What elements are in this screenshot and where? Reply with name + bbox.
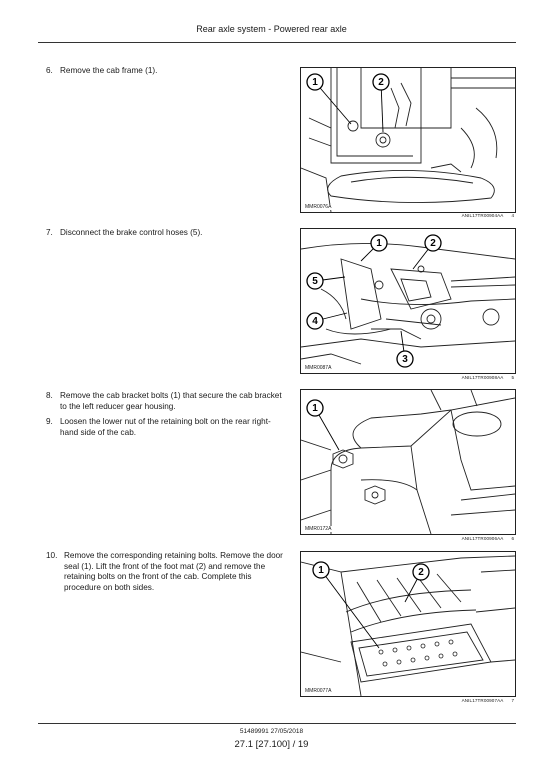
svg-text:2: 2 xyxy=(418,567,424,578)
step-text: Remove the corresponding retaining bolts. Remove the door seal (1). Lift the front of the foot mat (2) and remove the retaining bolts on the front of the cab. Complete this procedure on both sides. xyxy=(64,551,283,592)
figure-index: 6 xyxy=(511,536,514,541)
callout-2 xyxy=(373,74,389,132)
figure-code: MMR0172A xyxy=(305,526,332,532)
step-number: 10. xyxy=(46,551,58,560)
callout-1 xyxy=(361,235,387,261)
figure-brake-hoses xyxy=(300,228,516,374)
step-text: Remove the cab bracket bolts (1) that secure the cab bracket to the left reducer gear housing. xyxy=(60,391,282,411)
svg-text:1: 1 xyxy=(312,403,318,414)
step-number: 6. xyxy=(46,66,53,75)
step-number: 9. xyxy=(46,417,53,426)
svg-text:2: 2 xyxy=(378,77,384,88)
figure-ref-code: ANIL17TR00906AA xyxy=(461,536,504,541)
footer-divider xyxy=(38,723,516,724)
svg-text:1: 1 xyxy=(376,238,382,249)
step-10 xyxy=(46,551,286,593)
illustration-cab-frame xyxy=(301,68,515,212)
callout-2 xyxy=(413,235,441,269)
step-number: 8. xyxy=(46,391,53,400)
footer-page-number: 27.1 [27.100] / 19 xyxy=(234,739,309,750)
figure-cab-frame xyxy=(300,67,516,213)
step-text: Remove the cab frame (1). xyxy=(60,66,158,75)
callout-2 xyxy=(405,564,429,602)
figure-code: MMR0077A xyxy=(305,688,332,694)
callout-5 xyxy=(307,273,345,289)
figure-code: MMR0076A xyxy=(305,204,332,210)
step-9 xyxy=(46,417,286,438)
callout-3 xyxy=(397,331,413,367)
footer-doc-code: 51489991 27/05/2018 xyxy=(239,728,304,735)
figure-reference xyxy=(300,213,514,218)
step-8 xyxy=(46,391,286,412)
step-text: Loosen the lower nut of the retaining bolt on the rear right-hand side of the cab. xyxy=(60,417,271,437)
svg-text:5: 5 xyxy=(312,276,318,287)
svg-text:3: 3 xyxy=(402,354,408,365)
svg-text:4: 4 xyxy=(312,316,318,327)
illustration-brake-hoses xyxy=(301,229,515,373)
figure-code: MMR0087A xyxy=(305,365,332,371)
header-divider xyxy=(38,42,516,43)
figure-reference xyxy=(300,375,514,380)
step-text: Disconnect the brake control hoses (5). xyxy=(60,228,203,237)
step-6 xyxy=(46,66,286,77)
svg-text:1: 1 xyxy=(318,565,324,576)
figure-foot-mat xyxy=(300,551,516,697)
svg-text:1: 1 xyxy=(312,77,318,88)
callout-4 xyxy=(307,313,347,329)
step-number: 7. xyxy=(46,228,53,237)
figure-reference xyxy=(300,698,514,703)
illustration-cab-bracket xyxy=(301,390,515,534)
illustration-foot-mat xyxy=(301,552,515,696)
figure-index: 5 xyxy=(511,375,514,380)
step-7 xyxy=(46,228,286,239)
figure-ref-code: ANIL17TR00908AA xyxy=(461,375,504,380)
callout-1 xyxy=(307,400,339,450)
figure-index: 7 xyxy=(511,698,514,703)
page-header-title: Rear axle system - Powered rear axle xyxy=(196,24,347,34)
figure-index: 4 xyxy=(511,213,514,218)
figure-cab-bracket xyxy=(300,389,516,535)
figure-ref-code: ANIL17TR00904AA xyxy=(461,213,504,218)
callout-1 xyxy=(307,74,351,124)
figure-ref-code: ANIL17TR00907AA xyxy=(461,698,504,703)
figure-reference xyxy=(300,536,514,541)
svg-text:2: 2 xyxy=(430,238,436,249)
